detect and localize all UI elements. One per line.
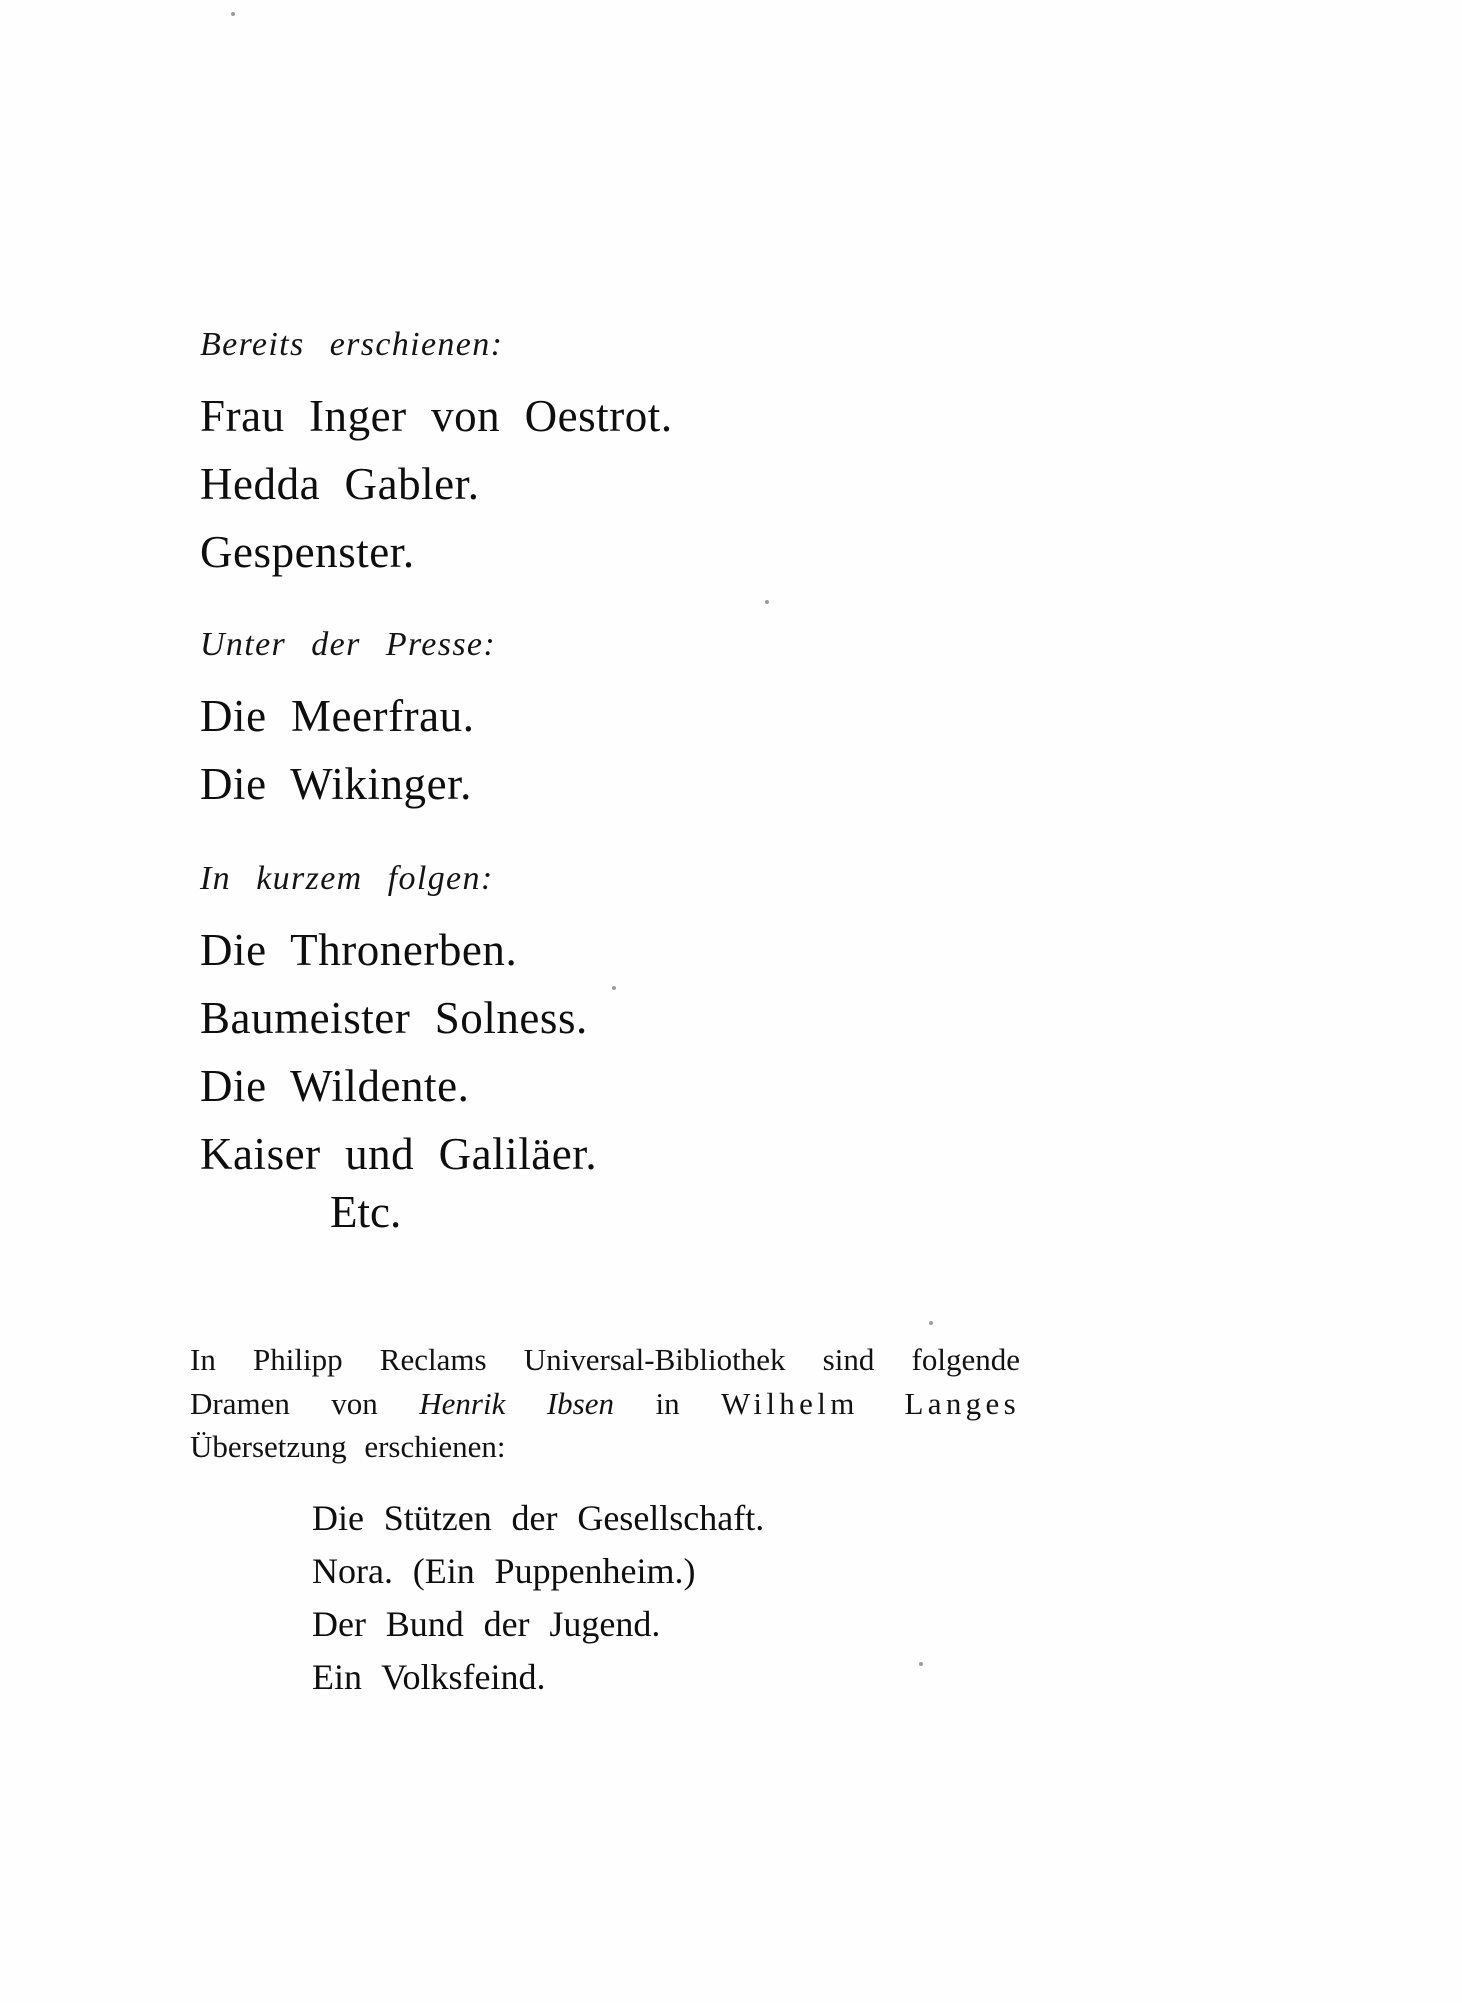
section-heading-unter-der-presse: Unter der Presse: [200,626,497,663]
title-list-erschienen [200,382,673,586]
list-item: Ein Volksfeind. [312,1657,546,1697]
section-heading-in-kurzem-folgen: In kurzem folgen: [200,860,494,897]
list-item: Die Thronerben. [200,925,518,975]
note-text-between: in [655,1385,680,1421]
scan-speck [929,1321,933,1325]
title-list-presse [200,682,474,818]
list-item: Kaiser und Galiläer. [200,1129,598,1179]
list-item: Die Stützen der Gesellschaft. [312,1498,765,1538]
list-item: Die Meerfrau. [200,691,475,741]
note-text-before-author: In Philipp Reclams Universal-Bibliothek sind folgende Dramen von [190,1342,1020,1421]
list-item: Der Bund der Jugend. [312,1604,661,1644]
list-item: Die Wikinger. [200,759,472,809]
list-item: Hedda Gabler. [200,459,480,509]
translator-name: Wilhelm Langes [721,1385,1021,1421]
reclam-title-list [312,1492,764,1704]
author-name: Henrik Ibsen [419,1385,614,1421]
etc-label: Etc. [330,1187,402,1237]
list-item: Nora. (Ein Puppenheim.) [312,1551,696,1591]
scan-speck [231,12,235,16]
title-list-folgen [200,916,597,1188]
list-item: Baumeister Solness. [200,993,588,1043]
section-heading-bereits-erschienen: Bereits erschienen: [200,326,504,363]
note-text-after: Übersetzung erschienen: [190,1429,506,1464]
scan-speck [765,600,769,604]
reclam-note-paragraph [190,1338,1020,1469]
list-item: Die Wildente. [200,1061,470,1111]
scan-speck [612,986,616,990]
list-item: Gespenster. [200,527,415,577]
scan-speck [919,1662,923,1666]
list-item: Frau Inger von Oestrot. [200,391,673,441]
